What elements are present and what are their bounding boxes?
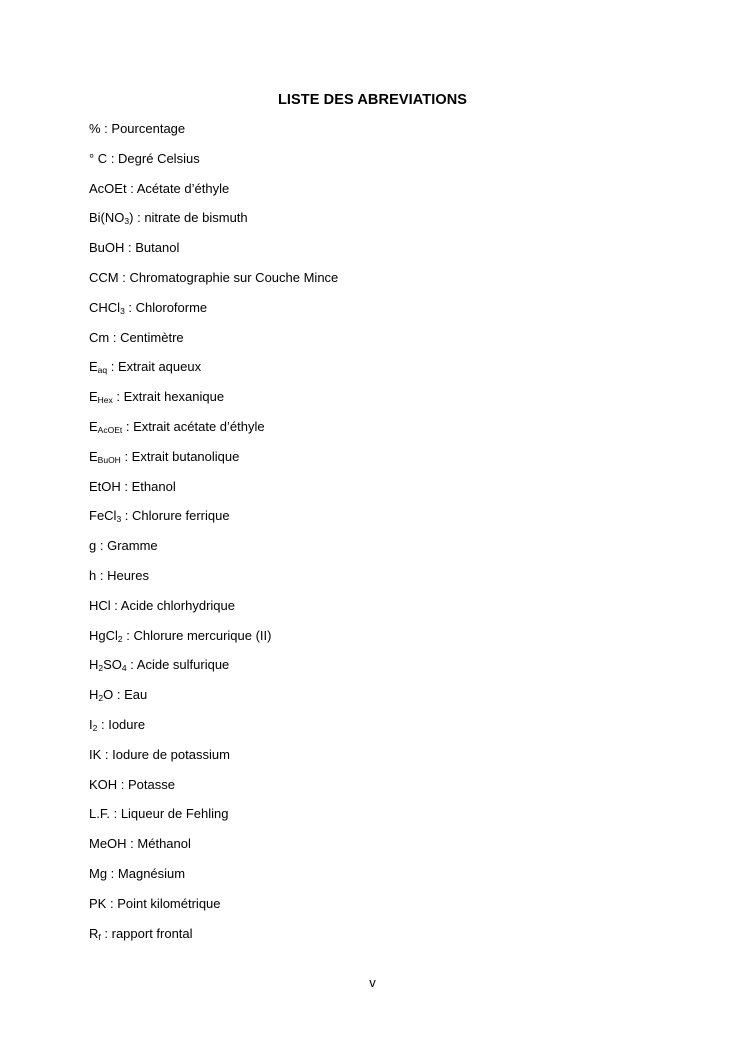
abbreviation-term-text: R (89, 925, 99, 941)
abbreviation-separator: : (100, 121, 112, 136)
abbreviation-definition: Extrait butanolique (131, 448, 240, 464)
abbreviation-term-text: g (89, 538, 97, 554)
abbreviation-definition: Chlorure mercurique (II) (133, 627, 272, 643)
abbreviation-term-text: Mg (89, 865, 108, 881)
abbreviation-separator: : (126, 836, 138, 852)
abbreviation-definition: Extrait acétate d’éthyle (133, 418, 265, 434)
abbreviation-definition: Liqueur de Fehling (120, 806, 229, 822)
abbreviation-term-suffix: SO (103, 657, 122, 673)
abbreviation-term (89, 926, 101, 941)
abbreviation-term (89, 598, 111, 613)
abbreviation-term-text: FeCl (89, 508, 117, 524)
abbreviation-term (89, 270, 119, 285)
abbreviation-separator: : (96, 567, 108, 583)
abbreviation-term-text: E (89, 389, 98, 405)
abbreviation-entry (89, 655, 338, 685)
abbreviation-definition: Acide sulfurique (136, 657, 230, 673)
abbreviation-definition: Acétate d’éthyle (136, 180, 230, 196)
abbreviation-term-text: ° C (89, 150, 108, 166)
abbreviation-term-subscript: 2 (98, 693, 104, 704)
abbreviation-term (89, 687, 113, 702)
abbreviation-term-text: E (89, 359, 98, 375)
abbreviation-term (89, 151, 107, 166)
abbreviation-term-text: IK (89, 746, 102, 762)
abbreviation-definition: Potasse (128, 776, 175, 792)
abbreviation-definition: Méthanol (137, 836, 191, 852)
abbreviation-separator: : (117, 776, 129, 792)
abbreviation-entry (89, 298, 338, 328)
abbreviation-term-subscript-2: 4 (121, 663, 127, 674)
abbreviation-entry (89, 775, 338, 805)
abbreviation-term (89, 210, 133, 225)
abbreviation-entry (89, 447, 338, 477)
abbreviation-separator: : (109, 329, 121, 345)
abbreviation-term-text: I (89, 716, 93, 732)
abbreviation-entry (89, 417, 338, 447)
abbreviation-term-text: Bi(NO (89, 210, 125, 226)
abbreviation-term (89, 389, 113, 404)
abbreviation-separator: : (120, 478, 132, 494)
abbreviation-term-text: KOH (89, 776, 118, 792)
abbreviation-entry (89, 208, 338, 238)
abbreviation-term-subscript: 3 (120, 305, 125, 316)
abbreviation-definition: Gramme (107, 538, 158, 554)
abbreviation-definition: Centimètre (120, 329, 184, 345)
abbreviation-term-text: E (89, 448, 98, 464)
abbreviation-definition: Chloroforme (135, 299, 208, 315)
abbreviation-definition: Acide chlorhydrique (120, 597, 235, 613)
abbreviation-separator: : (106, 895, 118, 911)
abbreviation-definition: rapport frontal (111, 925, 193, 941)
abbreviation-entry (89, 566, 338, 596)
abbreviation-definition: Heures (107, 567, 149, 583)
abbreviation-term (89, 508, 121, 523)
abbreviation-entry (89, 268, 338, 298)
abbreviation-separator: : (96, 538, 108, 554)
abbreviation-list (89, 119, 338, 953)
abbreviation-entry (89, 834, 338, 864)
abbreviation-separator: : (109, 806, 121, 822)
abbreviation-term-subscript: 2 (92, 722, 98, 733)
abbreviation-definition: Extrait hexanique (123, 389, 225, 405)
abbreviation-separator: : (107, 150, 119, 166)
abbreviation-entry (89, 387, 338, 417)
abbreviation-term-text: HCl (89, 597, 111, 613)
abbreviation-entry (89, 536, 338, 566)
abbreviation-separator: : (121, 508, 133, 524)
abbreviation-term (89, 896, 106, 911)
abbreviation-entry (89, 119, 338, 149)
abbreviation-definition: Eau (124, 687, 148, 703)
abbreviation-separator: : (113, 687, 125, 703)
abbreviation-definition: Iodure (108, 716, 146, 732)
abbreviation-separator: : (124, 240, 136, 256)
abbreviation-term (89, 657, 127, 672)
abbreviation-term-subscript: f (98, 931, 101, 942)
abbreviation-term (89, 777, 117, 792)
abbreviation-separator: : (126, 180, 137, 196)
abbreviation-term-text: L.F. (89, 806, 110, 822)
abbreviation-term (89, 181, 127, 196)
abbreviation-definition: Iodure de potassium (112, 746, 230, 762)
abbreviation-term (89, 449, 121, 464)
abbreviation-entry (89, 894, 338, 924)
abbreviation-definition: Point kilométrique (117, 895, 221, 911)
abbreviation-term (89, 419, 122, 434)
abbreviation-entry (89, 804, 338, 834)
abbreviation-separator: : (101, 746, 113, 762)
abbreviation-separator: : (120, 448, 132, 464)
abbreviation-separator: : (133, 210, 145, 226)
abbreviation-definition: Magnésium (117, 865, 186, 881)
abbreviation-definition: Extrait aqueux (117, 359, 202, 375)
abbreviation-term-text: AcOEt (89, 180, 127, 196)
abbreviation-definition: Ethanol (131, 478, 176, 494)
abbreviation-definition: Chromatographie sur Couche Mince (129, 269, 339, 285)
abbreviation-entry (89, 715, 338, 745)
abbreviation-term-subscript: 3 (124, 216, 130, 227)
abbreviation-term (89, 300, 125, 315)
abbreviation-definition: Pourcentage (111, 121, 186, 136)
abbreviation-term (89, 628, 123, 643)
abbreviation-separator: : (124, 299, 136, 315)
page-title: LISTE DES ABREVIATIONS (277, 92, 468, 108)
abbreviation-separator: : (118, 269, 130, 285)
abbreviation-definition: Degré Celsius (118, 150, 200, 166)
abbreviation-separator: : (122, 418, 134, 434)
abbreviation-term-suffix: ) (129, 210, 134, 226)
abbreviation-term (89, 121, 101, 136)
abbreviation-term-text: H (89, 657, 99, 673)
abbreviation-entry (89, 149, 338, 179)
abbreviation-entry (89, 357, 338, 387)
abbreviation-term-subscript: Hex (97, 395, 113, 406)
abbreviation-entry (89, 864, 338, 894)
abbreviation-entry (89, 506, 338, 536)
abbreviation-separator: : (112, 389, 124, 405)
abbreviation-term-text: E (89, 418, 98, 434)
abbreviation-entry (89, 685, 338, 715)
abbreviation-entry (89, 745, 338, 775)
abbreviation-entry (89, 477, 338, 507)
abbreviation-definition: nitrate de bismuth (144, 210, 248, 226)
abbreviation-term (89, 806, 110, 821)
abbreviation-term (89, 479, 121, 494)
abbreviation-term-text: % (89, 121, 101, 136)
abbreviation-separator: : (126, 657, 137, 673)
abbreviation-term (89, 359, 107, 374)
abbreviation-term-text: EtOH (89, 478, 121, 494)
abbreviation-term-text: h (89, 567, 97, 583)
abbreviation-separator: : (122, 627, 134, 643)
abbreviation-term-text: CCM (89, 269, 119, 285)
abbreviation-term (89, 330, 109, 345)
abbreviation-term-subscript: AcOEt (97, 424, 123, 435)
page-number: v (369, 975, 376, 990)
abbreviation-term-subscript: 2 (98, 663, 104, 674)
abbreviation-separator: : (100, 925, 112, 941)
abbreviation-term-subscript: 2 (117, 633, 123, 644)
abbreviation-term-subscript: 3 (116, 514, 122, 525)
abbreviation-separator: : (107, 359, 118, 375)
abbreviation-term-subscript: BuOH (97, 454, 121, 465)
abbreviation-term (89, 866, 107, 881)
abbreviation-term (89, 240, 124, 255)
abbreviation-term-text: BuOH (89, 240, 125, 256)
abbreviation-term-text: CHCl (89, 299, 121, 315)
abbreviation-entry (89, 596, 338, 626)
abbreviation-definition: Butanol (135, 240, 180, 256)
abbreviation-entry (89, 626, 338, 656)
abbreviation-entry (89, 328, 338, 358)
abbreviation-entry (89, 924, 338, 954)
abbreviation-term-text: MeOH (89, 836, 127, 852)
abbreviation-term-suffix: O (103, 687, 114, 703)
abbreviation-term-subscript: aq (97, 365, 108, 376)
abbreviation-separator: : (97, 716, 109, 732)
abbreviation-definition: Chlorure ferrique (132, 508, 230, 524)
abbreviation-entry (89, 179, 338, 209)
abbreviation-separator: : (107, 865, 118, 881)
abbreviation-term (89, 836, 127, 851)
abbreviation-term-text: HgCl (89, 627, 118, 643)
abbreviation-term-text: Cm (89, 329, 110, 345)
abbreviation-entry (89, 238, 338, 268)
abbreviation-term-text: PK (89, 895, 107, 911)
abbreviation-term-text: H (89, 687, 99, 703)
abbreviation-term (89, 747, 101, 762)
abbreviation-separator: : (110, 597, 121, 613)
